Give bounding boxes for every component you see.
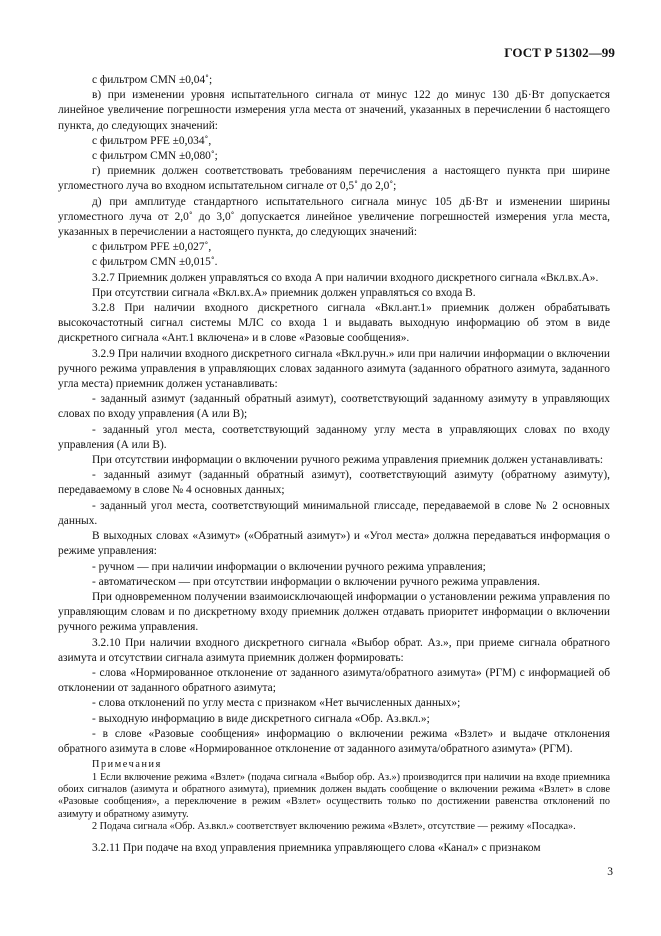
paragraph: - слова «Нормированное отклонение от заданного азимута/обратного азимута» (РГМ) с информацией об отклонении от заданного обратного азимута; <box>58 666 610 695</box>
paragraph: - слова отклонений по углу места с признаком «Нет вычисленных данных»; <box>92 697 461 710</box>
paragraph: - выходную информацию в виде дискретного сигнала «Обр. Аз.вкл.»; <box>92 712 430 725</box>
paragraph: с фильтром CMN ±0,080˚; <box>92 150 218 163</box>
paragraph: в) при изменении уровня испытательного сигнала от минус 122 до минус 130 дБ·Вт допускается линейное увеличение погрешности измерения угла места от значений, указанных в перечислении б настоящего пункта, до следующих значений: <box>58 89 610 132</box>
paragraph: - заданный азимут (заданный обратный азимут), соответствующий азимуту (обратному азимуту), передаваемому в слове № 4 основных данных; <box>58 469 610 497</box>
paragraph: - ручном — при наличии информации о включении ручного режима управления; <box>92 560 486 573</box>
paragraph: 3.2.9 При наличии входного дискретного сигнала «Вкл.ручн.» или при наличии информации о включении ручного режима управления в управляющих словах заданного азимута (заданного обратного азимута, заданного угла места) приемник должен устанавливать: <box>58 347 610 391</box>
paragraph: д) при амплитуде стандартного испытательного сигнала минус 105 дБ·Вт и изменении ширины угломестного луча от 2,0˚ до 3,0˚ допускается линейное увеличение погрешностей измерения угла места, указанных в перечислении а настоящего пункта, до следующих значений: <box>58 195 610 239</box>
note-item: 1 Если включение режима «Взлет» (подача сигнала «Выбор обр. Аз.») производится при наличии на входе приемника обоих сигналов (азимута и обратного азимута), приемник должен выдать сообщение о включении режима «Взлет» в слове «Разовые сообщения», а переключение в режим «Взлет» осуществить только по достижении равенства отклонений по азимуту и обратному азимуту. <box>58 771 610 820</box>
paragraph: г) приемник должен соответствовать требованиям перечисления а настоящего пункта при ширине угломестного луча во входном испытательном сигнале от 0,5˚ до 2,0˚; <box>58 165 610 193</box>
document-body <box>58 73 610 856</box>
paragraph: - заданный азимут (заданный обратный азимут), соответствующий заданному азимуту в управляющих словах по входу управления (А или В); <box>58 393 610 421</box>
paragraph: с фильтром PFE ±0,034˚, <box>92 134 212 147</box>
paragraph: - автоматическом — при отсутствии информации о включении ручного режима управления. <box>92 575 540 588</box>
paragraph: При отсутствии информации о включении ручного режима управления приемник должен устанавливать: <box>92 454 604 467</box>
paragraph: с фильтром CMN ±0,015˚. <box>92 256 218 269</box>
spacer <box>58 834 610 841</box>
notes-title: Примечания <box>92 759 162 771</box>
note-item: 2 Подача сигнала «Обр. Аз.вкл.» соответствует включению режима «Взлет», отсутствие — режиму «Посадка». <box>92 821 576 833</box>
paragraph: 3.2.8 При наличии входного дискретного сигнала «Вкл.ант.1» приемник должен обрабатывать высокочастотный сигнал системы МЛС со входа 1 и выдавать выходную информацию об этом в виде дискретного сигнала «Ант.1 включена» и в слове «Разовые сообщения». <box>58 302 610 345</box>
paragraph: - заданный угол места, соответствующий минимальной глиссаде, передаваемой в слове № 2 основных данных. <box>58 499 610 527</box>
paragraph: - в слове «Разовые сообщения» информацию о включении режима «Взлет» и выдаче отклонения обратного азимута в слове «Нормированное отклонение от заданного азимута/обратного азимута» (РГМ). <box>58 727 610 755</box>
paragraph: При отсутствии сигнала «Вкл.вх.А» приемник должен управляться со входа В. <box>92 286 476 299</box>
paragraph: с фильтром PFE ±0,027˚, <box>92 241 212 254</box>
paragraph: При одновременном получении взаимоисключающей информации о установлении режима управления по управляющим словам и по дискретному входу приемник должен отдавать приоритет информации о включении ручного режима управления. <box>58 590 610 634</box>
page-number: 3 <box>607 866 613 878</box>
paragraph: В выходных словах «Азимут» («Обратный азимут») и «Угол места» должна передаваться информация о режиме управления: <box>58 530 610 558</box>
paragraph: 3.2.7 Приемник должен управляться со входа А при наличии входного дискретного сигнала «Вкл.вх.А». <box>92 271 599 284</box>
paragraph: 3.2.11 При подаче на вход управления приемника управляющего слова «Канал» с признаком <box>92 841 541 854</box>
notes-block <box>58 759 610 833</box>
paragraph: - заданный угол места, соответствующий заданному углу места в управляющих словах по входу управления (А или В). <box>58 423 610 451</box>
document-header: ГОСТ Р 51302—99 <box>504 45 615 60</box>
paragraph: с фильтром CMN ±0,04˚; <box>92 74 213 86</box>
paragraph: 3.2.10 При наличии входного дискретного сигнала «Выбор обрат. Аз.», при приеме сигнала обратного азимута и отсутствии сигнала азимута приемник должен формировать: <box>58 636 610 664</box>
